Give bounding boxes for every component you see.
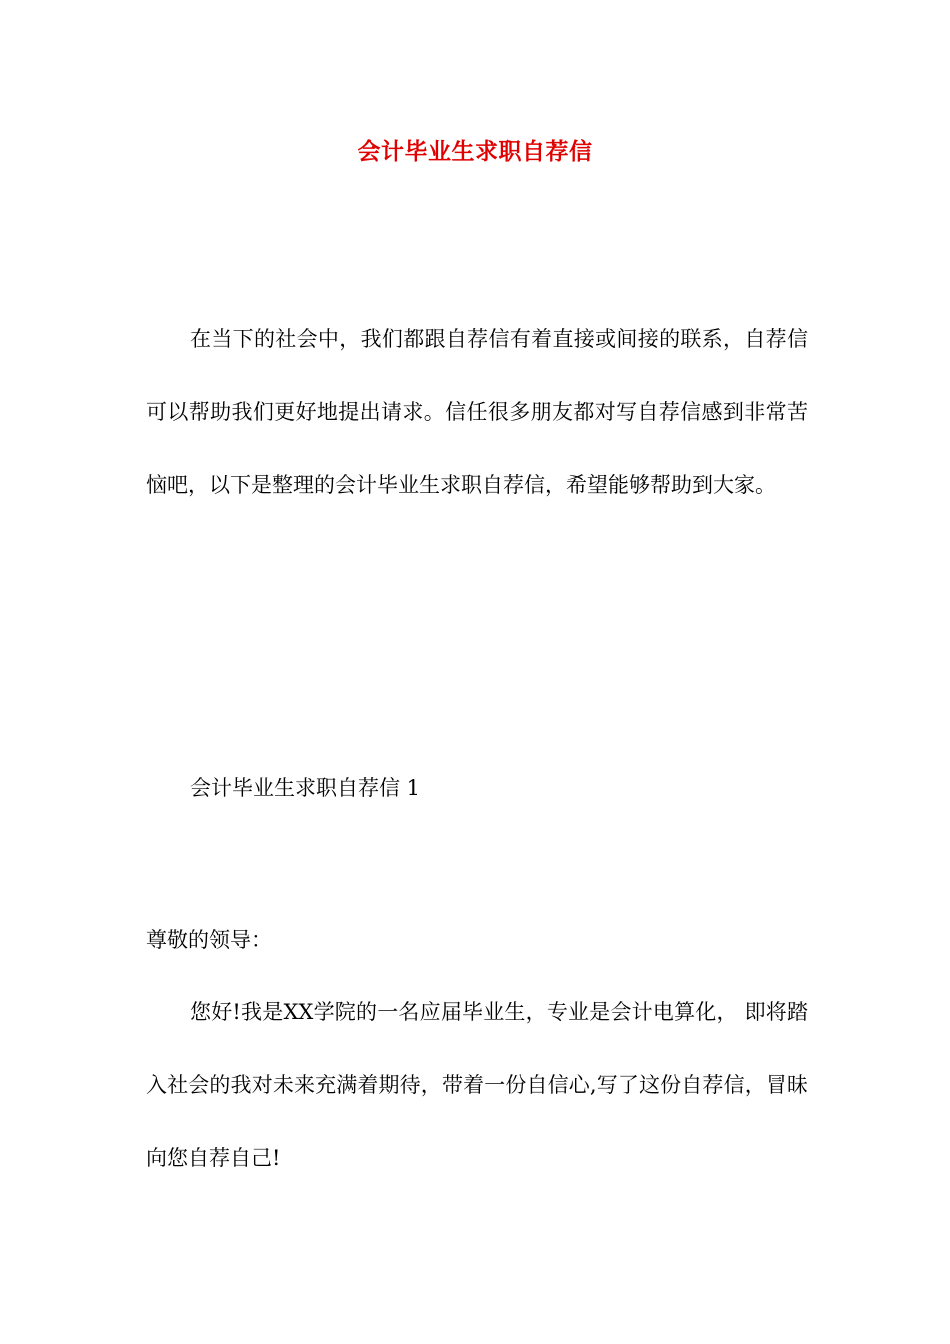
intro-paragraph: 在当下的社会中，我们都跟自荐信有着直接或间接的联系，自荐信可以帮助我们更好地提出请求。信任很多朋友都对写自荐信感到非常苦恼吧，以下是整理的会计毕业生求职自荐信，希望能够帮助到大家。 — [146, 327, 808, 497]
salutation: 尊敬的领导： — [146, 928, 272, 952]
section-heading: 会计毕业生求职自荐信 1 — [190, 776, 421, 800]
document-title: 会计毕业生求职自荐信 — [357, 138, 593, 165]
body-paragraph: 您好!我是XX学院的一名应届毕业生，专业是会计电算化， 即将踏入社会的我对未来充满着期待，带着一份自信心,写了这份自荐信，冒昧向您自荐自己! — [146, 1000, 808, 1170]
